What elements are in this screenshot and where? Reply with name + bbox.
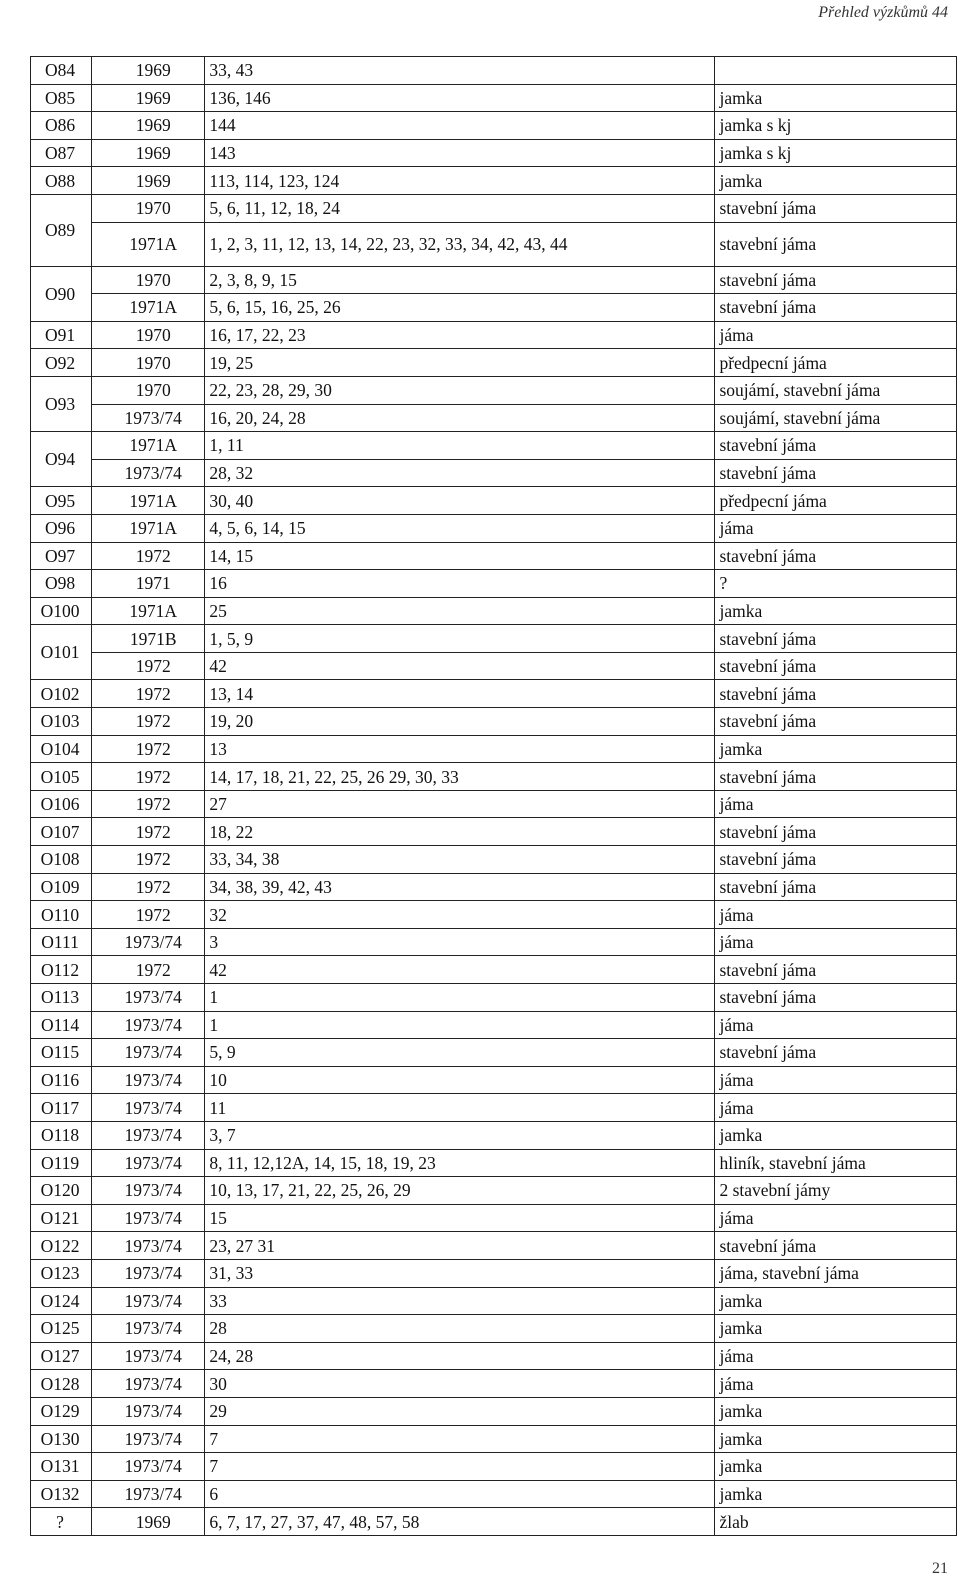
objects-cell: 33, 34, 38 <box>205 846 715 874</box>
table-row <box>31 846 957 874</box>
feature-type-cell: jáma <box>715 790 957 818</box>
table-row <box>31 112 957 140</box>
feature-id-cell: O123 <box>31 1259 92 1287</box>
feature-id-cell: O107 <box>31 818 92 846</box>
feature-id-cell: O89 <box>31 194 92 266</box>
objects-cell: 1, 11 <box>205 432 715 460</box>
feature-type-cell: jáma, stavební jáma <box>715 1259 957 1287</box>
feature-type-cell: stavební jáma <box>715 984 957 1012</box>
objects-cell: 33 <box>205 1287 715 1315</box>
table-row <box>31 984 957 1012</box>
objects-cell: 3 <box>205 928 715 956</box>
objects-cell: 28 <box>205 1315 715 1343</box>
season-cell: 1969 <box>92 84 205 112</box>
feature-type-cell: jáma <box>715 1370 957 1398</box>
table-row <box>31 1508 957 1536</box>
feature-type-cell: jamka <box>715 1397 957 1425</box>
objects-cell: 6, 7, 17, 27, 37, 47, 48, 57, 58 <box>205 1508 715 1536</box>
feature-type-cell: stavební jáma <box>715 542 957 570</box>
table-row <box>31 321 957 349</box>
feature-type-cell: jáma <box>715 514 957 542</box>
table-row <box>31 956 957 984</box>
objects-cell: 6 <box>205 1480 715 1508</box>
objects-cell: 23, 27 31 <box>205 1232 715 1260</box>
season-cell: 1973/74 <box>92 1480 205 1508</box>
objects-cell: 5, 6, 15, 16, 25, 26 <box>205 294 715 322</box>
feature-id-cell: O108 <box>31 846 92 874</box>
table-row <box>31 139 957 167</box>
feature-type-cell: jáma <box>715 1011 957 1039</box>
table-row <box>31 459 957 487</box>
objects-cell: 136, 146 <box>205 84 715 112</box>
objects-cell: 3, 7 <box>205 1121 715 1149</box>
season-cell: 1970 <box>92 349 205 377</box>
table-row <box>31 1094 957 1122</box>
season-cell: 1969 <box>92 112 205 140</box>
feature-id-cell: O130 <box>31 1425 92 1453</box>
page-number: 21 <box>932 1560 948 1577</box>
season-cell: 1972 <box>92 818 205 846</box>
feature-id-cell: O84 <box>31 57 92 85</box>
feature-type-cell: jamka <box>715 167 957 195</box>
objects-cell: 113, 114, 123, 124 <box>205 167 715 195</box>
table-row <box>31 1453 957 1481</box>
objects-cell: 30 <box>205 1370 715 1398</box>
table-row <box>31 432 957 460</box>
feature-id-cell: O112 <box>31 956 92 984</box>
feature-id-cell: O95 <box>31 487 92 515</box>
feature-id-cell: O110 <box>31 901 92 929</box>
feature-id-cell: O117 <box>31 1094 92 1122</box>
season-cell: 1973/74 <box>92 459 205 487</box>
objects-cell: 25 <box>205 597 715 625</box>
feature-id-cell: O98 <box>31 570 92 598</box>
feature-id-cell: O120 <box>31 1177 92 1205</box>
table-row <box>31 1397 957 1425</box>
table-row <box>31 625 957 653</box>
season-cell: 1973/74 <box>92 1287 205 1315</box>
table-row <box>31 1480 957 1508</box>
objects-cell: 24, 28 <box>205 1342 715 1370</box>
feature-type-cell: stavební jáma <box>715 294 957 322</box>
season-cell: 1971A <box>92 597 205 625</box>
season-cell: 1973/74 <box>92 1011 205 1039</box>
season-cell: 1973/74 <box>92 1039 205 1067</box>
season-cell: 1969 <box>92 139 205 167</box>
objects-cell: 10, 13, 17, 21, 22, 25, 26, 29 <box>205 1177 715 1205</box>
feature-type-cell: jamka <box>715 1315 957 1343</box>
excavation-table <box>30 56 957 1536</box>
feature-id-cell: O94 <box>31 432 92 487</box>
feature-type-cell: stavební jáma <box>715 459 957 487</box>
season-cell: 1972 <box>92 901 205 929</box>
season-cell: 1973/74 <box>92 1342 205 1370</box>
season-cell: 1973/74 <box>92 984 205 1012</box>
season-cell: 1972 <box>92 542 205 570</box>
table-row <box>31 901 957 929</box>
feature-id-cell: O132 <box>31 1480 92 1508</box>
objects-cell: 11 <box>205 1094 715 1122</box>
table-row <box>31 487 957 515</box>
season-cell: 1971 <box>92 570 205 598</box>
objects-cell: 34, 38, 39, 42, 43 <box>205 873 715 901</box>
feature-id-cell: O90 <box>31 266 92 321</box>
feature-type-cell: stavební jáma <box>715 625 957 653</box>
season-cell: 1972 <box>92 846 205 874</box>
feature-id-cell: O114 <box>31 1011 92 1039</box>
feature-id-cell: O111 <box>31 928 92 956</box>
feature-type-cell: stavební jáma <box>715 818 957 846</box>
feature-type-cell: stavební jáma <box>715 194 957 222</box>
feature-type-cell: stavební jáma <box>715 266 957 294</box>
table-row <box>31 542 957 570</box>
objects-cell: 1, 5, 9 <box>205 625 715 653</box>
season-cell: 1969 <box>92 57 205 85</box>
season-cell: 1973/74 <box>92 1204 205 1232</box>
feature-id-cell: O92 <box>31 349 92 377</box>
table-row <box>31 1039 957 1067</box>
feature-id-cell: O113 <box>31 984 92 1012</box>
table-row <box>31 404 957 432</box>
season-cell: 1972 <box>92 956 205 984</box>
season-cell: 1973/74 <box>92 1370 205 1398</box>
feature-type-cell: jáma <box>715 321 957 349</box>
season-cell: 1973/74 <box>92 1425 205 1453</box>
feature-id-cell: O115 <box>31 1039 92 1067</box>
season-cell: 1971A <box>92 487 205 515</box>
table-row <box>31 57 957 85</box>
season-cell: 1973/74 <box>92 404 205 432</box>
table-row <box>31 376 957 404</box>
feature-type-cell: soujámí, stavební jáma <box>715 376 957 404</box>
feature-type-cell: předpecní jáma <box>715 487 957 515</box>
season-cell: 1972 <box>92 680 205 708</box>
table-row <box>31 708 957 736</box>
feature-id-cell: O119 <box>31 1149 92 1177</box>
objects-cell: 19, 25 <box>205 349 715 377</box>
table-row <box>31 763 957 791</box>
feature-type-cell: soujámí, stavební jáma <box>715 404 957 432</box>
season-cell: 1972 <box>92 763 205 791</box>
objects-cell: 7 <box>205 1453 715 1481</box>
table-row <box>31 1425 957 1453</box>
season-cell: 1973/74 <box>92 1149 205 1177</box>
table-row <box>31 790 957 818</box>
feature-id-cell: O91 <box>31 321 92 349</box>
feature-id-cell: O85 <box>31 84 92 112</box>
season-cell: 1970 <box>92 376 205 404</box>
feature-id-cell: O88 <box>31 167 92 195</box>
table-row <box>31 1259 957 1287</box>
table-row <box>31 1177 957 1205</box>
season-cell: 1969 <box>92 1508 205 1536</box>
feature-type-cell: předpecní jáma <box>715 349 957 377</box>
objects-cell: 1, 2, 3, 11, 12, 13, 14, 22, 23, 32, 33, 34, 42, 43, 44 <box>205 222 715 266</box>
objects-cell: 14, 17, 18, 21, 22, 25, 26 29, 30, 33 <box>205 763 715 791</box>
objects-cell: 42 <box>205 652 715 680</box>
objects-cell: 13, 14 <box>205 680 715 708</box>
table-row <box>31 1370 957 1398</box>
feature-id-cell: O131 <box>31 1453 92 1481</box>
table-body <box>31 57 957 1536</box>
feature-id-cell: O93 <box>31 376 92 431</box>
feature-type-cell: jamka <box>715 1425 957 1453</box>
table-row <box>31 652 957 680</box>
table-row <box>31 1149 957 1177</box>
season-cell: 1973/74 <box>92 1177 205 1205</box>
feature-type-cell: 2 stavební jámy <box>715 1177 957 1205</box>
season-cell: 1970 <box>92 266 205 294</box>
table-row <box>31 1287 957 1315</box>
objects-cell: 30, 40 <box>205 487 715 515</box>
season-cell: 1970 <box>92 321 205 349</box>
table-row <box>31 266 957 294</box>
feature-type-cell: stavební jáma <box>715 846 957 874</box>
feature-type-cell: jáma <box>715 1094 957 1122</box>
objects-cell: 33, 43 <box>205 57 715 85</box>
season-cell: 1973/74 <box>92 928 205 956</box>
objects-cell: 13 <box>205 735 715 763</box>
feature-type-cell: jáma <box>715 928 957 956</box>
objects-cell: 7 <box>205 1425 715 1453</box>
table-row <box>31 84 957 112</box>
objects-cell: 14, 15 <box>205 542 715 570</box>
feature-id-cell: O104 <box>31 735 92 763</box>
table-row <box>31 680 957 708</box>
season-cell: 1973/74 <box>92 1066 205 1094</box>
objects-cell: 1 <box>205 1011 715 1039</box>
feature-id-cell: O118 <box>31 1121 92 1149</box>
feature-type-cell: jamka <box>715 84 957 112</box>
feature-type-cell: stavební jáma <box>715 1232 957 1260</box>
objects-cell: 4, 5, 6, 14, 15 <box>205 514 715 542</box>
feature-type-cell: jamka <box>715 597 957 625</box>
feature-id-cell: O96 <box>31 514 92 542</box>
feature-type-cell: stavební jáma <box>715 652 957 680</box>
objects-cell: 143 <box>205 139 715 167</box>
objects-cell: 28, 32 <box>205 459 715 487</box>
objects-cell: 144 <box>205 112 715 140</box>
feature-type-cell: jáma <box>715 901 957 929</box>
table-row <box>31 1232 957 1260</box>
feature-type-cell: jamka s kj <box>715 139 957 167</box>
feature-id-cell: O101 <box>31 625 92 680</box>
feature-id-cell: O128 <box>31 1370 92 1398</box>
objects-cell: 5, 9 <box>205 1039 715 1067</box>
table-row <box>31 294 957 322</box>
feature-id-cell: O109 <box>31 873 92 901</box>
table-row <box>31 570 957 598</box>
season-cell: 1972 <box>92 735 205 763</box>
season-cell: 1973/74 <box>92 1232 205 1260</box>
objects-cell: 1 <box>205 984 715 1012</box>
season-cell: 1973/74 <box>92 1259 205 1287</box>
feature-type-cell: stavební jáma <box>715 1039 957 1067</box>
table-row <box>31 1011 957 1039</box>
season-cell: 1971A <box>92 222 205 266</box>
season-cell: 1971A <box>92 432 205 460</box>
season-cell: 1973/74 <box>92 1397 205 1425</box>
feature-id-cell: O116 <box>31 1066 92 1094</box>
season-cell: 1971A <box>92 294 205 322</box>
table-row <box>31 1204 957 1232</box>
feature-type-cell: jamka <box>715 1480 957 1508</box>
feature-id-cell: O125 <box>31 1315 92 1343</box>
season-cell: 1973/74 <box>92 1121 205 1149</box>
objects-cell: 29 <box>205 1397 715 1425</box>
season-cell: 1973/74 <box>92 1453 205 1481</box>
table-row <box>31 1315 957 1343</box>
season-cell: 1970 <box>92 194 205 222</box>
season-cell: 1972 <box>92 873 205 901</box>
season-cell: 1973/74 <box>92 1315 205 1343</box>
objects-cell: 18, 22 <box>205 818 715 846</box>
feature-id-cell: O122 <box>31 1232 92 1260</box>
running-header: Přehled výzkůmů 44 <box>818 4 948 21</box>
objects-cell: 16, 20, 24, 28 <box>205 404 715 432</box>
feature-type-cell <box>715 57 957 85</box>
objects-cell: 2, 3, 8, 9, 15 <box>205 266 715 294</box>
feature-type-cell: stavební jáma <box>715 708 957 736</box>
season-cell: 1972 <box>92 708 205 736</box>
table-row <box>31 1121 957 1149</box>
feature-id-cell: O124 <box>31 1287 92 1315</box>
feature-type-cell: stavební jáma <box>715 763 957 791</box>
table-row <box>31 514 957 542</box>
feature-id-cell: O105 <box>31 763 92 791</box>
objects-cell: 32 <box>205 901 715 929</box>
feature-type-cell: stavební jáma <box>715 222 957 266</box>
objects-cell: 5, 6, 11, 12, 18, 24 <box>205 194 715 222</box>
feature-type-cell: jamka <box>715 1121 957 1149</box>
table-row <box>31 818 957 846</box>
table-row <box>31 194 957 222</box>
objects-cell: 15 <box>205 1204 715 1232</box>
season-cell: 1972 <box>92 652 205 680</box>
feature-type-cell: jamka <box>715 1287 957 1315</box>
feature-id-cell: O97 <box>31 542 92 570</box>
feature-type-cell: jamka <box>715 1453 957 1481</box>
table-row <box>31 735 957 763</box>
objects-cell: 10 <box>205 1066 715 1094</box>
feature-id-cell: O127 <box>31 1342 92 1370</box>
feature-type-cell: jamka s kj <box>715 112 957 140</box>
objects-cell: 31, 33 <box>205 1259 715 1287</box>
table-row <box>31 873 957 901</box>
objects-cell: 19, 20 <box>205 708 715 736</box>
season-cell: 1972 <box>92 790 205 818</box>
season-cell: 1969 <box>92 167 205 195</box>
feature-id-cell: O106 <box>31 790 92 818</box>
objects-cell: 22, 23, 28, 29, 30 <box>205 376 715 404</box>
feature-type-cell: žlab <box>715 1508 957 1536</box>
table-row <box>31 167 957 195</box>
table-row <box>31 222 957 266</box>
feature-id-cell: O100 <box>31 597 92 625</box>
table-row <box>31 928 957 956</box>
feature-type-cell: stavební jáma <box>715 956 957 984</box>
season-cell: 1973/74 <box>92 1094 205 1122</box>
feature-id-cell: O86 <box>31 112 92 140</box>
feature-id-cell: ? <box>31 1508 92 1536</box>
feature-id-cell: O102 <box>31 680 92 708</box>
feature-type-cell: stavební jáma <box>715 873 957 901</box>
feature-type-cell: stavební jáma <box>715 680 957 708</box>
feature-id-cell: O121 <box>31 1204 92 1232</box>
table-row <box>31 1342 957 1370</box>
feature-type-cell: jáma <box>715 1066 957 1094</box>
season-cell: 1971A <box>92 514 205 542</box>
feature-type-cell: jáma <box>715 1342 957 1370</box>
objects-cell: 16, 17, 22, 23 <box>205 321 715 349</box>
objects-cell: 8, 11, 12,12A, 14, 15, 18, 19, 23 <box>205 1149 715 1177</box>
feature-id-cell: O103 <box>31 708 92 736</box>
feature-type-cell: hliník, stavební jáma <box>715 1149 957 1177</box>
feature-id-cell: O87 <box>31 139 92 167</box>
table-row <box>31 1066 957 1094</box>
feature-type-cell: jamka <box>715 735 957 763</box>
season-cell: 1971B <box>92 625 205 653</box>
table-row <box>31 597 957 625</box>
feature-id-cell: O129 <box>31 1397 92 1425</box>
objects-cell: 16 <box>205 570 715 598</box>
table-row <box>31 349 957 377</box>
feature-type-cell: jáma <box>715 1204 957 1232</box>
objects-cell: 42 <box>205 956 715 984</box>
feature-type-cell: ? <box>715 570 957 598</box>
objects-cell: 27 <box>205 790 715 818</box>
feature-type-cell: stavební jáma <box>715 432 957 460</box>
